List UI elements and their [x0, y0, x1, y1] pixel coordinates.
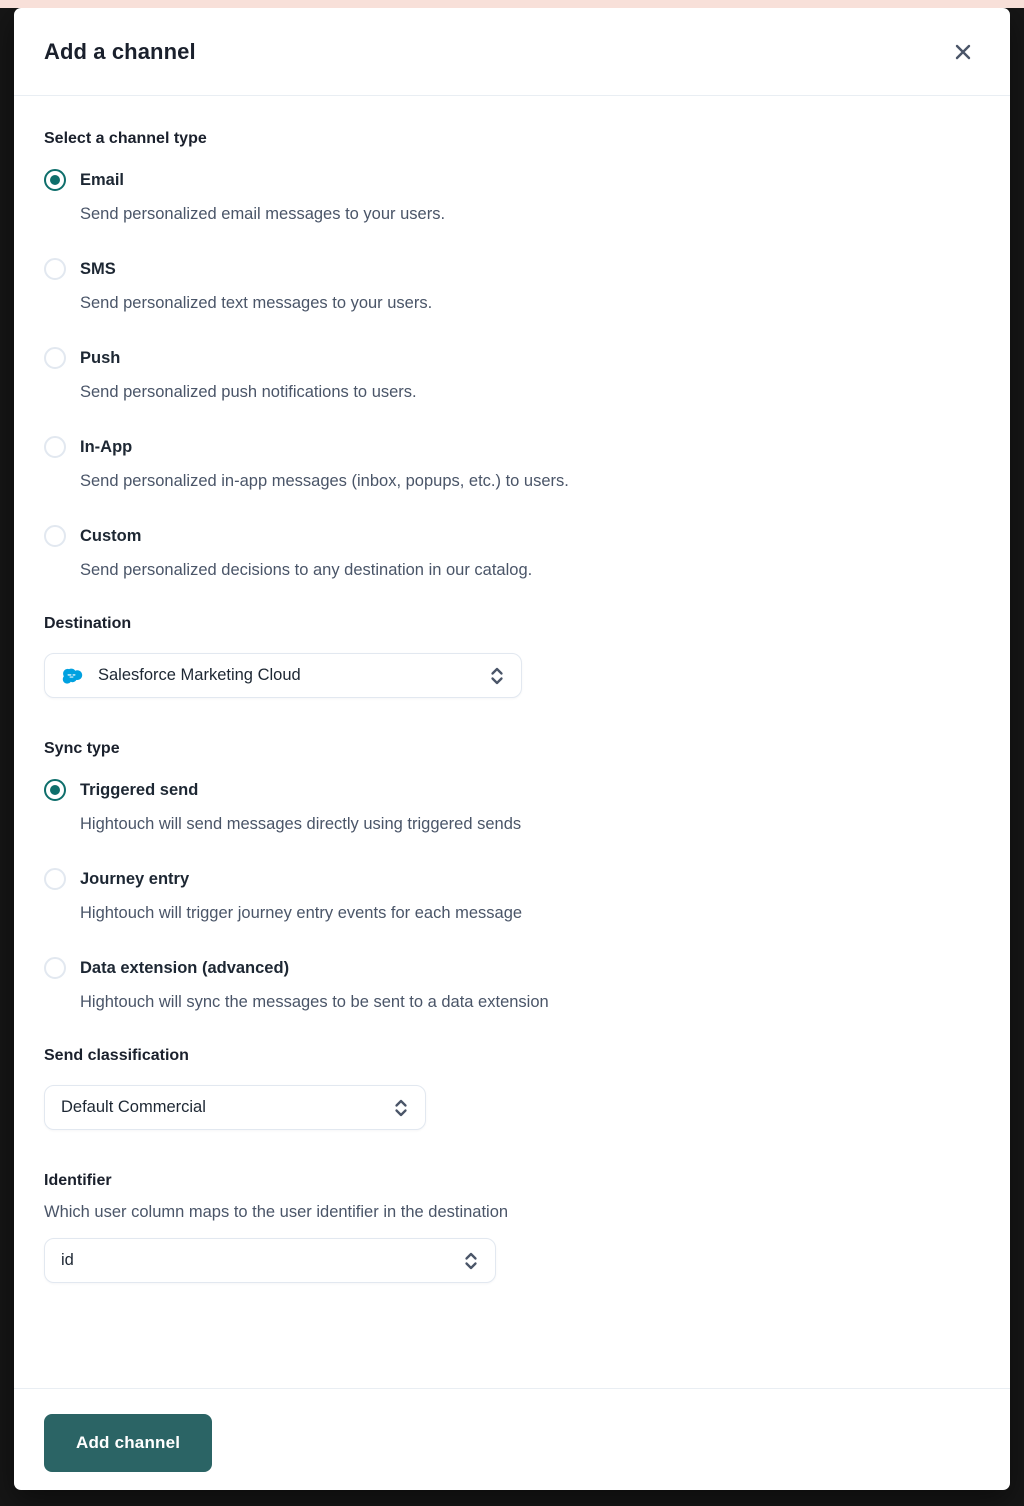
dialog-body [14, 96, 1010, 1388]
radio-sms-description: Send personalized text messages to your users. [80, 294, 433, 312]
sync-type-label: Sync type [44, 740, 120, 757]
radio-data-extension-description: Hightouch will sync the messages to be sent to a data extension [80, 993, 549, 1011]
salesforce-cloud-icon [61, 667, 85, 684]
radio-journey-entry[interactable] [44, 868, 66, 890]
identifier-select[interactable] [44, 1238, 496, 1283]
radio-sms[interactable] [44, 258, 66, 280]
dialog-title: Add a channel [44, 38, 196, 64]
channel-option-email [44, 168, 980, 225]
radio-custom-description: Send personalized decisions to any destination in our catalog. [80, 561, 533, 579]
identifier-label: Identifier [44, 1172, 112, 1189]
identifier-description: Which user column maps to the user identifier in the destination [44, 1203, 509, 1221]
radio-inapp-description: Send personalized in-app messages (inbox, popups, etc.) to users. [80, 472, 569, 490]
chevron-updown-icon [461, 1250, 481, 1272]
radio-triggered-send-description: Hightouch will send messages directly using triggered sends [80, 815, 522, 833]
sync-option-journey-entry [44, 867, 980, 924]
identifier-section [44, 1170, 980, 1283]
radio-data-extension[interactable] [44, 957, 66, 979]
radio-journey-entry-label[interactable]: Journey entry [80, 870, 190, 888]
dialog-header [14, 8, 1010, 96]
radio-triggered-send[interactable] [44, 779, 66, 801]
identifier-value: id [61, 1251, 74, 1269]
dialog-footer [14, 1388, 1010, 1490]
radio-email-description: Send personalized email messages to your users. [80, 205, 446, 223]
destination-label: Destination [44, 615, 132, 632]
radio-push[interactable] [44, 347, 66, 369]
destination-section [44, 613, 980, 698]
channel-option-custom [44, 524, 980, 581]
radio-data-extension-label[interactable]: Data extension (advanced) [80, 959, 290, 977]
radio-inapp-label[interactable]: In-App [80, 438, 133, 456]
channel-type-label: Select a channel type [44, 130, 207, 147]
send-classification-label: Send classification [44, 1047, 189, 1064]
close-button[interactable] [946, 35, 980, 69]
send-classification-select[interactable] [44, 1085, 426, 1130]
add-channel-dialog [14, 8, 1010, 1490]
sync-type-radio-group [44, 778, 980, 1013]
radio-push-label[interactable]: Push [80, 349, 121, 367]
channel-option-sms [44, 257, 980, 314]
close-icon [952, 41, 974, 63]
page-background-strip [0, 0, 1024, 8]
sync-option-data-extension [44, 956, 980, 1013]
radio-custom-label[interactable]: Custom [80, 527, 142, 545]
radio-email[interactable] [44, 169, 66, 191]
chevron-updown-icon [391, 1097, 411, 1119]
radio-triggered-send-label[interactable]: Triggered send [80, 781, 199, 799]
radio-custom[interactable] [44, 525, 66, 547]
radio-email-label[interactable]: Email [80, 171, 125, 189]
radio-push-description: Send personalized push notifications to users. [80, 383, 417, 401]
channel-option-push [44, 346, 980, 403]
radio-sms-label[interactable]: SMS [80, 260, 116, 278]
destination-select[interactable] [44, 653, 522, 698]
channel-type-radio-group [44, 168, 980, 581]
chevron-updown-icon [487, 665, 507, 687]
sync-option-triggered-send [44, 778, 980, 835]
radio-inapp[interactable] [44, 436, 66, 458]
send-classification-section [44, 1045, 980, 1130]
channel-option-inapp [44, 435, 980, 492]
send-classification-value: Default Commercial [61, 1098, 206, 1116]
radio-journey-entry-description: Hightouch will trigger journey entry events for each message [80, 904, 523, 922]
add-channel-button[interactable]: Add channel [44, 1414, 212, 1472]
destination-value: Salesforce Marketing Cloud [98, 666, 301, 684]
sync-type-section [44, 738, 980, 1013]
